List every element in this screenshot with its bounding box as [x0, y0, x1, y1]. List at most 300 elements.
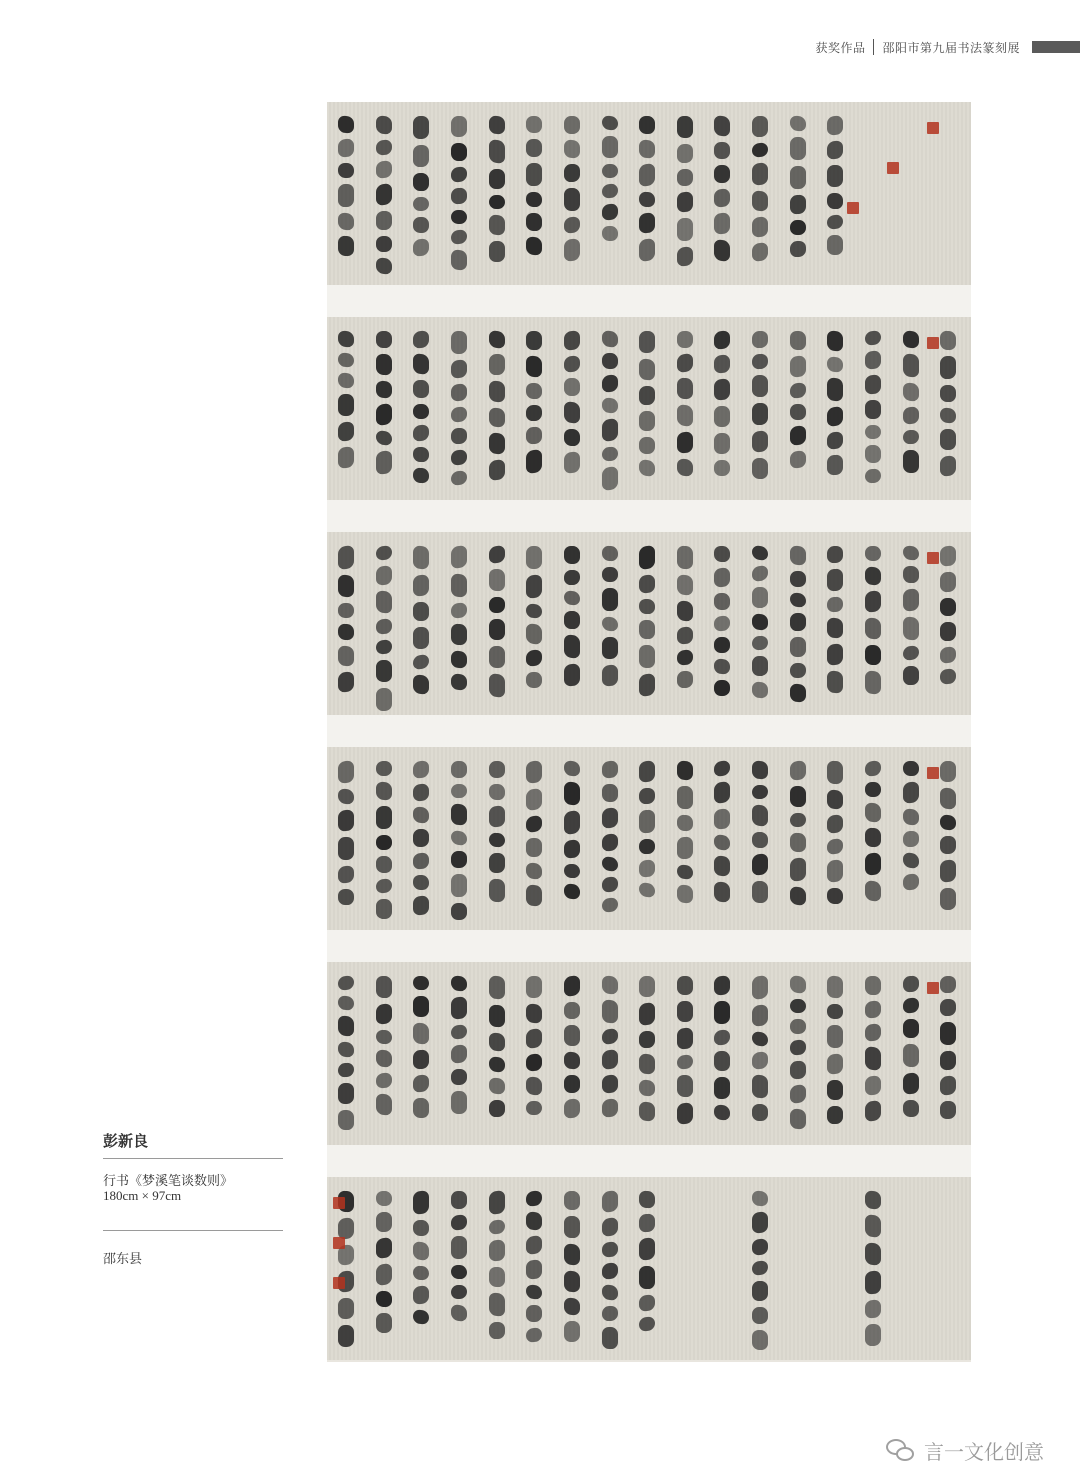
calligraphy-column: [937, 331, 959, 486]
ink-stroke: [376, 976, 392, 999]
ink-stroke: [526, 1003, 542, 1024]
ink-stroke: [526, 1327, 542, 1342]
ink-stroke: [940, 814, 956, 830]
ink-stroke: [940, 976, 956, 994]
ink-stroke: [526, 1211, 542, 1230]
ink-stroke: [677, 760, 693, 780]
ink-stroke: [827, 643, 843, 666]
ink-stroke: [338, 115, 354, 133]
ink-stroke: [338, 1325, 354, 1347]
ink-stroke: [677, 1102, 693, 1125]
ink-stroke: [489, 1322, 505, 1339]
calligraphy-column: [410, 761, 432, 916]
ink-stroke: [376, 590, 392, 614]
ink-stroke: [489, 459, 505, 481]
ink-stroke: [338, 574, 354, 597]
ink-stroke: [602, 588, 618, 611]
ink-stroke: [903, 382, 919, 402]
ink-stroke: [752, 216, 768, 237]
ink-stroke: [602, 1217, 618, 1237]
ink-stroke: [865, 670, 881, 694]
ink-stroke: [639, 760, 655, 783]
artist-name: 彭新良: [103, 1132, 149, 1150]
calligraphy-column: [862, 1191, 884, 1346]
ink-stroke: [489, 1190, 505, 1215]
ink-stroke: [714, 593, 730, 611]
ink-stroke: [940, 356, 956, 380]
ink-stroke: [489, 432, 505, 454]
ink-stroke: [865, 1214, 881, 1238]
ink-stroke: [639, 599, 655, 615]
calligraphy-column: [862, 976, 884, 1131]
ink-stroke: [865, 374, 881, 394]
ink-stroke: [903, 666, 919, 685]
ink-stroke: [714, 855, 730, 876]
ink-stroke: [639, 859, 655, 877]
ink-stroke: [903, 1100, 919, 1117]
ink-stroke: [451, 188, 467, 205]
ink-stroke: [903, 761, 919, 776]
ink-stroke: [338, 788, 354, 805]
ink-stroke: [639, 358, 655, 380]
ink-stroke: [677, 671, 693, 689]
ink-stroke: [940, 1051, 956, 1071]
ink-stroke: [790, 613, 806, 631]
ink-stroke: [677, 246, 693, 267]
ink-stroke: [413, 1266, 429, 1281]
ink-stroke: [602, 226, 618, 242]
ink-stroke: [790, 1084, 806, 1104]
ink-stroke: [752, 430, 768, 452]
header-bar: [1032, 41, 1080, 53]
ink-stroke: [752, 832, 768, 849]
calligraphy-column: [636, 761, 658, 916]
ink-stroke: [413, 468, 429, 484]
ink-stroke: [790, 115, 806, 132]
ink-stroke: [526, 331, 542, 350]
calligraphy-column: [674, 116, 696, 271]
ink-stroke: [413, 404, 429, 419]
ink-stroke: [790, 404, 806, 420]
ink-stroke: [865, 590, 881, 613]
ink-stroke: [451, 650, 467, 668]
ink-stroke: [903, 545, 919, 561]
ink-stroke: [827, 859, 843, 883]
ink-stroke: [639, 839, 655, 854]
calligraphy-column: [674, 976, 696, 1131]
ink-stroke: [752, 1281, 768, 1301]
ink-stroke: [413, 574, 429, 597]
ink-stroke: [602, 546, 618, 562]
calligraphy-column: [636, 116, 658, 271]
calligraphy-column: [900, 546, 922, 701]
ink-stroke: [451, 830, 467, 846]
ink-stroke: [752, 1211, 768, 1233]
calligraphy-column: [486, 116, 508, 271]
ink-stroke: [564, 378, 580, 396]
ink-stroke: [714, 680, 730, 696]
ink-stroke: [827, 455, 843, 476]
ink-stroke: [790, 241, 806, 258]
ink-stroke: [639, 810, 655, 834]
ink-stroke: [338, 865, 354, 884]
ink-stroke: [338, 603, 354, 618]
ink-stroke: [489, 975, 505, 999]
ink-stroke: [677, 431, 693, 453]
ink-stroke: [489, 1239, 505, 1261]
ink-stroke: [790, 999, 806, 1013]
ink-stroke: [526, 546, 542, 569]
ink-stroke: [376, 806, 392, 830]
ink-stroke: [451, 449, 467, 465]
ink-stroke: [903, 330, 919, 348]
ink-stroke: [677, 404, 693, 427]
ink-stroke: [376, 781, 392, 800]
ink-stroke: [639, 459, 655, 477]
ink-stroke: [338, 809, 354, 831]
ink-stroke: [338, 645, 354, 666]
ink-stroke: [564, 975, 580, 997]
ink-stroke: [639, 1191, 655, 1209]
ink-stroke: [790, 786, 806, 808]
ink-stroke: [451, 229, 467, 244]
ink-stroke: [790, 760, 806, 780]
ink-stroke: [413, 1241, 429, 1261]
ink-stroke: [564, 864, 580, 879]
ink-stroke: [451, 903, 467, 920]
ink-stroke: [827, 838, 843, 855]
ink-stroke: [376, 211, 392, 231]
ink-stroke: [827, 1025, 843, 1048]
ink-stroke: [790, 450, 806, 469]
ink-stroke: [338, 1110, 354, 1131]
ink-stroke: [639, 788, 655, 805]
ink-stroke: [752, 142, 768, 157]
ink-stroke: [865, 330, 881, 346]
ink-stroke: [376, 545, 392, 561]
ink-stroke: [903, 353, 919, 378]
ink-stroke: [526, 976, 542, 999]
ink-stroke: [827, 193, 843, 210]
ink-stroke: [489, 354, 505, 376]
calligraphy-column: [561, 331, 583, 486]
ink-stroke: [376, 856, 392, 874]
ink-stroke: [526, 163, 542, 186]
ink-stroke: [489, 784, 505, 801]
calligraphy-column: [900, 976, 922, 1131]
ink-stroke: [790, 1039, 806, 1055]
ink-stroke: [752, 1104, 768, 1121]
ink-stroke: [489, 833, 505, 848]
ink-stroke: [677, 1001, 693, 1022]
ink-stroke: [489, 1267, 505, 1288]
ink-stroke: [376, 639, 392, 654]
ink-stroke: [602, 876, 618, 892]
ink-stroke: [564, 116, 580, 134]
ink-stroke: [602, 183, 618, 198]
ink-stroke: [714, 1029, 730, 1046]
ink-stroke: [376, 450, 392, 475]
ink-stroke: [677, 600, 693, 622]
ink-stroke: [413, 330, 429, 349]
ink-stroke: [790, 663, 806, 678]
ink-stroke: [903, 873, 919, 891]
ink-stroke: [677, 144, 693, 164]
ink-stroke: [790, 545, 806, 566]
ink-stroke: [714, 881, 730, 903]
ink-stroke: [564, 451, 580, 474]
ink-stroke: [752, 975, 768, 1000]
ink-stroke: [526, 355, 542, 378]
ink-stroke: [564, 781, 580, 805]
ink-stroke: [338, 889, 354, 905]
ink-stroke: [489, 805, 505, 827]
ink-stroke: [940, 572, 956, 593]
ink-stroke: [489, 646, 505, 668]
ink-stroke: [376, 899, 392, 919]
ink-stroke: [940, 1101, 956, 1120]
ink-stroke: [790, 975, 806, 994]
ink-stroke: [639, 1079, 655, 1096]
ink-stroke: [451, 624, 467, 646]
red-seal: [333, 1277, 345, 1289]
ink-stroke: [413, 1190, 429, 1215]
ink-stroke: [940, 761, 956, 783]
ink-stroke: [677, 976, 693, 995]
ink-stroke: [413, 875, 429, 891]
calligraphy-column: [711, 116, 733, 271]
ink-stroke: [940, 598, 956, 616]
ink-stroke: [338, 330, 354, 348]
ink-stroke: [865, 400, 881, 419]
ink-stroke: [602, 1327, 618, 1349]
calligraphy-column: [749, 761, 771, 916]
ink-stroke: [602, 664, 618, 686]
ink-stroke: [564, 164, 580, 183]
calligraphy-column: [749, 976, 771, 1131]
ink-stroke: [338, 760, 354, 784]
ink-stroke: [489, 1219, 505, 1235]
ink-stroke: [903, 831, 919, 848]
ink-stroke: [790, 886, 806, 906]
red-seal: [333, 1237, 345, 1249]
ink-stroke: [752, 162, 768, 185]
ink-stroke: [564, 810, 580, 835]
ink-stroke: [714, 212, 730, 234]
ink-stroke: [714, 781, 730, 804]
ink-stroke: [602, 616, 618, 632]
ink-stroke: [752, 1260, 768, 1276]
ink-stroke: [489, 879, 505, 903]
calligraphy-column: [937, 761, 959, 916]
ink-stroke: [451, 1091, 467, 1114]
calligraphy-column: [561, 761, 583, 916]
calligraphy-column: [410, 331, 432, 486]
calligraphy-column: [373, 546, 395, 701]
ink-stroke: [865, 469, 881, 484]
ink-stroke: [413, 173, 429, 191]
ink-stroke: [338, 1298, 354, 1319]
calligraphy-column: [523, 1191, 545, 1346]
ink-stroke: [602, 136, 618, 158]
ink-stroke: [489, 214, 505, 235]
ink-stroke: [564, 188, 580, 212]
ink-stroke: [376, 139, 392, 155]
ink-stroke: [940, 385, 956, 402]
ink-stroke: [903, 1072, 919, 1094]
ink-stroke: [376, 257, 392, 275]
ink-stroke: [714, 834, 730, 851]
calligraphy-column: [410, 546, 432, 701]
ink-stroke: [639, 1053, 655, 1074]
ink-stroke: [752, 587, 768, 608]
calligraphy-column: [749, 1191, 771, 1346]
ink-stroke: [903, 566, 919, 584]
ink-stroke: [564, 330, 580, 351]
ink-stroke: [564, 401, 580, 424]
ink-stroke: [413, 895, 429, 915]
ink-stroke: [376, 354, 392, 376]
work-title: 行书《梦溪笔谈数则》: [103, 1174, 234, 1189]
ink-stroke: [827, 975, 843, 998]
calligraphy-column: [335, 761, 357, 916]
ink-stroke: [827, 617, 843, 638]
ink-stroke: [865, 546, 881, 561]
calligraphy-column: [373, 761, 395, 916]
ink-stroke: [677, 191, 693, 212]
calligraphy-column: [448, 761, 470, 916]
ink-stroke: [677, 815, 693, 832]
ink-stroke: [338, 671, 354, 693]
ink-stroke: [413, 145, 429, 168]
ink-stroke: [865, 425, 881, 439]
ink-stroke: [376, 1003, 392, 1025]
ink-stroke: [714, 1104, 730, 1121]
ink-stroke: [790, 425, 806, 446]
ink-stroke: [752, 656, 768, 676]
ink-stroke: [790, 355, 806, 377]
ink-stroke: [489, 1292, 505, 1317]
ink-stroke: [827, 597, 843, 613]
ink-stroke: [865, 1023, 881, 1042]
ink-stroke: [564, 139, 580, 158]
ink-stroke: [338, 421, 354, 442]
ink-stroke: [451, 761, 467, 778]
ink-stroke: [376, 1291, 392, 1308]
calligraphy-column: [674, 331, 696, 486]
ink-stroke: [602, 1306, 618, 1322]
ink-stroke: [376, 1313, 392, 1333]
ink-stroke: [903, 852, 919, 869]
ink-stroke: [714, 760, 730, 777]
panel-gap: [327, 930, 971, 962]
ink-stroke: [451, 210, 467, 224]
ink-stroke: [677, 574, 693, 596]
ink-stroke: [413, 545, 429, 569]
calligraphy-column: [335, 546, 357, 701]
ink-stroke: [526, 623, 542, 645]
ink-stroke: [865, 1324, 881, 1347]
ink-stroke: [526, 1053, 542, 1071]
ink-stroke: [413, 1285, 429, 1304]
ink-stroke: [752, 1031, 768, 1047]
ink-stroke: [714, 615, 730, 631]
ink-stroke: [677, 458, 693, 477]
calligraphy-column: [862, 761, 884, 916]
ink-stroke: [413, 217, 429, 233]
header-divider: [873, 39, 874, 55]
ink-stroke: [413, 1220, 429, 1236]
calligraphy-column: [599, 976, 621, 1131]
ink-stroke: [376, 1049, 392, 1068]
ink-stroke: [602, 833, 618, 852]
ink-stroke: [827, 761, 843, 785]
calligraphy-column: [824, 976, 846, 1131]
ink-stroke: [903, 616, 919, 640]
ink-stroke: [602, 897, 618, 913]
ink-stroke: [338, 995, 354, 1010]
calligraphy-column: [373, 331, 395, 486]
ink-stroke: [790, 1061, 806, 1080]
ink-stroke: [677, 649, 693, 665]
ink-stroke: [752, 190, 768, 211]
ink-stroke: [752, 354, 768, 370]
ink-stroke: [827, 377, 843, 401]
artist-region: 邵东县: [103, 1252, 143, 1267]
ink-stroke: [564, 1270, 580, 1292]
ink-stroke: [752, 760, 768, 779]
ink-stroke: [376, 1263, 392, 1286]
ink-stroke: [714, 239, 730, 262]
ink-stroke: [714, 975, 730, 996]
red-seal: [927, 982, 939, 994]
calligraphy-column: [523, 116, 545, 271]
ink-stroke: [677, 1054, 693, 1069]
ink-stroke: [827, 115, 843, 135]
ink-stroke: [338, 352, 354, 367]
ink-stroke: [752, 804, 768, 827]
ink-stroke: [376, 1093, 392, 1116]
ink-stroke: [526, 815, 542, 833]
ink-stroke: [752, 458, 768, 480]
calligraphy-column: [824, 546, 846, 701]
ink-stroke: [827, 1053, 843, 1075]
ink-stroke: [639, 116, 655, 134]
calligraphy-column: [486, 546, 508, 701]
ink-stroke: [451, 996, 467, 1019]
calligraphy-column: [824, 331, 846, 486]
ink-stroke: [413, 852, 429, 869]
ink-stroke: [564, 1098, 580, 1119]
ink-stroke: [338, 236, 354, 257]
calligraphy-column: [674, 761, 696, 916]
ink-stroke: [376, 1072, 392, 1088]
ink-stroke: [790, 166, 806, 189]
calligraphy-column: [674, 546, 696, 701]
ink-stroke: [602, 115, 618, 130]
ink-stroke: [602, 1028, 618, 1045]
ink-stroke: [790, 195, 806, 215]
ink-stroke: [489, 1077, 505, 1095]
ink-stroke: [752, 636, 768, 651]
ink-stroke: [451, 406, 467, 422]
ink-stroke: [338, 1063, 354, 1078]
ink-stroke: [677, 837, 693, 860]
ink-stroke: [602, 1262, 618, 1280]
ink-stroke: [526, 862, 542, 880]
ink-stroke: [376, 183, 392, 206]
ink-stroke: [639, 574, 655, 593]
